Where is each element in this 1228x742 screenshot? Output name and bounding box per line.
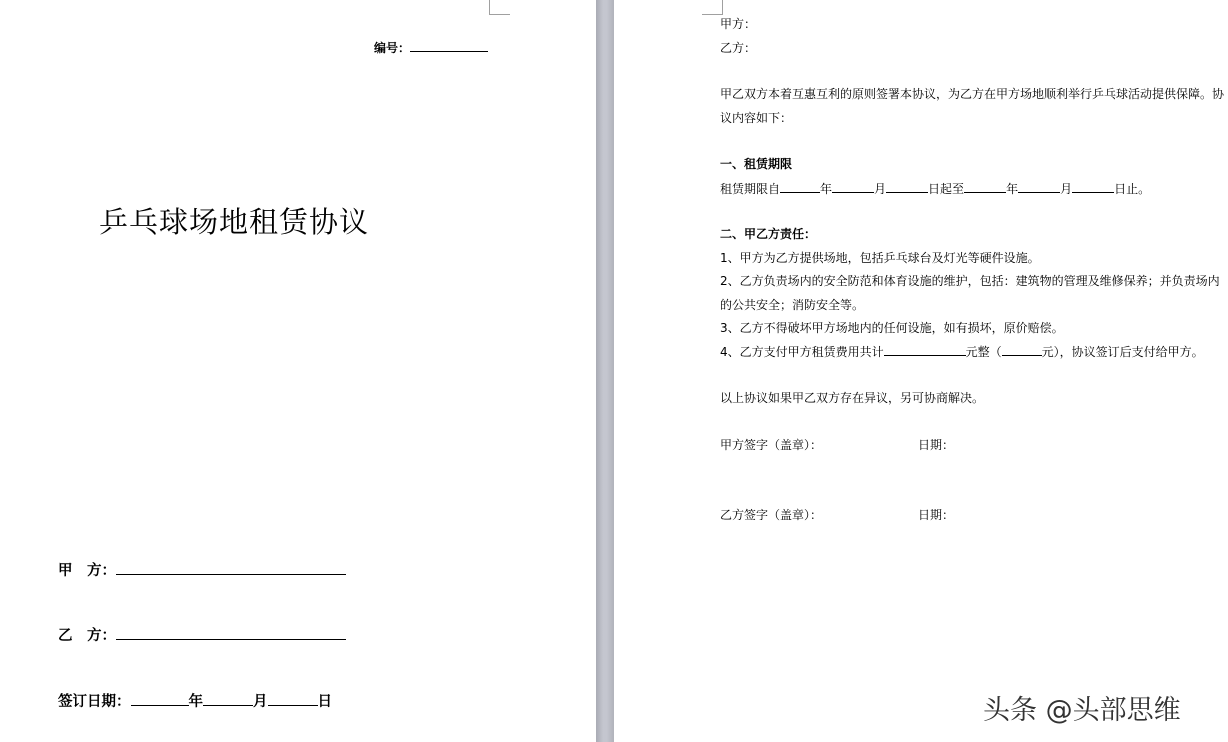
party-a-signature: 甲方签字（盖章）： — [720, 438, 823, 452]
watermark: 头条 @头部思维 — [983, 695, 1181, 726]
section-heading: 一、租赁期限 — [720, 157, 793, 171]
body-page — [614, 0, 1228, 742]
intro-text: 议内容如下： — [720, 111, 793, 125]
blank — [116, 625, 346, 640]
blank — [131, 691, 189, 706]
list-item: 1、甲方为乙方提供场地，包括乒乓球台及灯光等硬件设施。 — [720, 251, 1040, 265]
list-item: 的公共安全；消防安全等。 — [720, 298, 865, 312]
blank — [780, 181, 820, 193]
crop-mark — [489, 0, 510, 15]
blank — [203, 691, 253, 706]
party-a-field: 甲 方： — [58, 560, 346, 578]
blank — [1018, 181, 1060, 193]
sign-date-field: 签订日期： 年 月 日 — [58, 691, 332, 709]
page-gap — [596, 0, 614, 742]
list-item: 3、乙方不得破坏甲方场地内的任何设施，如有损坏，原价赔偿。 — [720, 321, 1064, 335]
party-a-line: 甲方： — [720, 17, 757, 31]
dispute-text: 以上协议如果甲乙双方存在异议，另可协商解决。 — [720, 391, 985, 405]
date-label: 日期： — [918, 508, 955, 522]
blank — [268, 691, 318, 706]
party-b-field: 乙 方： — [58, 625, 346, 643]
lease-term-line: 租赁期限自 年 月 日起至 年 月 日止。 — [720, 182, 1151, 196]
blank — [964, 181, 1006, 193]
date-label: 日期： — [918, 438, 955, 452]
intro-text: 甲乙双方本着互惠互利的原则签署本协议，为乙方在甲方场地顺利举行乒乓球活动提供保障。协 — [720, 87, 1225, 101]
party-b-signature: 乙方签字（盖章）： — [720, 508, 823, 522]
crop-mark — [702, 0, 723, 15]
blank — [884, 344, 966, 356]
list-item: 4、乙方支付甲方租赁费用共计 元整（ 元），协议签订后支付给甲方。 — [720, 345, 1204, 359]
number-blank — [410, 40, 488, 52]
document-title: 乒乓球场地租赁协议 — [99, 205, 370, 239]
list-item: 2、乙方负责场内的安全防范和体育设施的维护，包括：建筑物的管理及维修保养；并负责场内 — [720, 274, 1220, 288]
blank — [1002, 344, 1042, 356]
party-b-line: 乙方： — [720, 41, 757, 55]
blank — [832, 181, 874, 193]
blank — [886, 181, 928, 193]
blank — [1072, 181, 1114, 193]
contract-number: 编号： — [374, 40, 488, 55]
blank — [116, 560, 346, 575]
section-heading: 二、甲乙方责任： — [720, 227, 817, 241]
cover-page — [0, 0, 596, 742]
